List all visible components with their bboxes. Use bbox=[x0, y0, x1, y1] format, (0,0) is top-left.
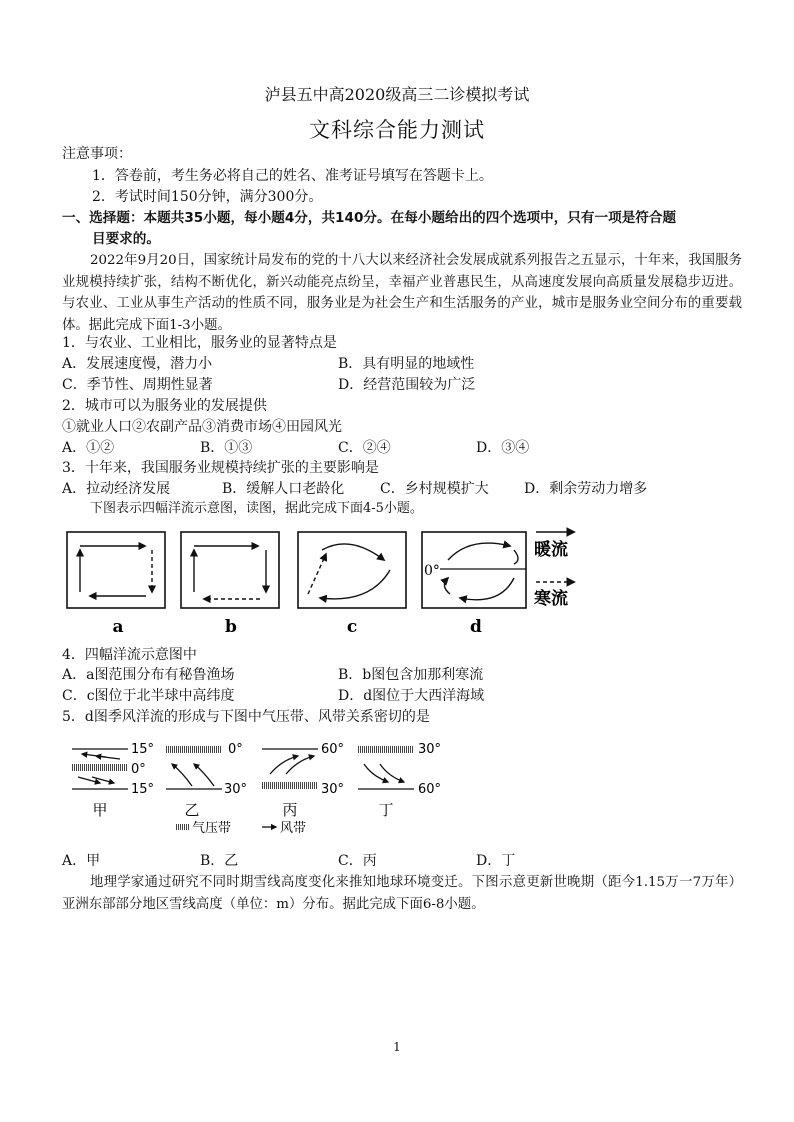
notice-item-2: 2．考试时间150分钟，满分300分。 bbox=[92, 189, 323, 205]
notice-heading: 注意事项： bbox=[62, 146, 132, 162]
question-5-option-a: A．甲 bbox=[62, 853, 101, 869]
question-3-option-d: D．剩余劳动力增多 bbox=[524, 481, 648, 497]
question-5-option-d: D．丁 bbox=[476, 853, 516, 869]
section-heading-line1: 一、选择题：本题共35小题，每小题4分，共140分。在每小题给出的四个选项中，只有一项是符合题 bbox=[62, 210, 677, 226]
belt-diagram-jia bbox=[72, 749, 128, 789]
question-3-option-a: A．拉动经济发展 bbox=[62, 481, 171, 497]
cold-current-legend: 寒流 bbox=[534, 589, 568, 609]
ding-label-30: 30° bbox=[418, 742, 442, 757]
question-1-option-a: A．发展速度慢，潜力小 bbox=[62, 356, 213, 372]
section-heading-line2: 目要求的。 bbox=[92, 231, 160, 247]
question-3-option-c: C．乡村规模扩大 bbox=[380, 481, 489, 497]
wind-belt-legend: 风带 bbox=[280, 821, 307, 836]
question-4-option-d: D．d图位于大西洋海域 bbox=[338, 688, 485, 704]
current-diagram-a bbox=[67, 532, 165, 608]
question-2-option-c: C．②④ bbox=[338, 440, 391, 456]
yi-label-30: 30° bbox=[224, 782, 248, 797]
current-label-c: c bbox=[346, 617, 358, 637]
question-4-option-a: A．a图范围分布有秘鲁渔场 bbox=[62, 667, 235, 683]
current-zero-label: 0° bbox=[424, 563, 440, 579]
question-1-option-d: D．经营范围较为广泛 bbox=[338, 377, 476, 393]
current-diagram-c bbox=[298, 532, 406, 608]
question-2-option-a: A．①② bbox=[62, 440, 115, 456]
question-3-stem: 3．十年来，我国服务业规模持续扩张的主要影响是 bbox=[62, 460, 379, 476]
exam-subject-title: 文科综合能力测试 bbox=[309, 118, 485, 142]
question-4-stem: 4．四幅洋流示意图中 bbox=[62, 647, 197, 663]
belt-diagram-bing bbox=[262, 749, 318, 789]
question-2-stem: 2．城市可以为服务业的发展提供 bbox=[62, 398, 267, 414]
question-4-option-b: B．b图包含加那利寒流 bbox=[338, 667, 484, 683]
warm-current-legend: 暖流 bbox=[534, 540, 568, 560]
bing-name: 丙 bbox=[282, 801, 298, 819]
jia-label-0: 0° bbox=[131, 762, 146, 777]
question-4-option-c: C．c图位于北半球中高纬度 bbox=[62, 688, 235, 704]
current-label-d: d bbox=[470, 617, 482, 637]
passage-2: 下图表示四幅洋流示意图，读图，据此完成下面4-5小题。 bbox=[90, 501, 423, 516]
passage-1: 2022年9月20日，国家统计局发布的党的十八大以来经济社会发展成就系列报告之五显示，十年来，我国服务业规模持续扩张，结构不断优化，新兴动能亮点纷呈，幸福产业普惠民生，从高速度发展向高质量发展稳步迈进。与农业、工业从事生产活动的性质不同，服务业是为社会生产和生活服务的产业，城市是服务业空间分布的重要载体。据此完成下面1-3小题。 bbox=[62, 253, 742, 333]
notice-item-1: 1．答卷前，考生务必将自己的姓名、准考证号填写在答题卡上。 bbox=[92, 168, 493, 184]
question-2-choices: ①就业人口②农副产品③消费市场④田园风光 bbox=[62, 419, 342, 435]
current-label-a: a bbox=[112, 617, 124, 637]
jia-name: 甲 bbox=[92, 801, 108, 819]
question-3-option-b: B．缓解人口老龄化 bbox=[222, 481, 345, 497]
pressure-belt-swatch bbox=[176, 824, 190, 830]
current-label-b: b bbox=[225, 617, 237, 637]
belt-diagram-yi bbox=[166, 746, 222, 789]
yi-label-0: 0° bbox=[228, 742, 243, 757]
question-2-option-d: D．③④ bbox=[476, 440, 530, 456]
ding-label-60: 60° bbox=[418, 782, 442, 797]
question-5-option-c: C．丙 bbox=[338, 853, 377, 869]
question-1-stem: 1．与农业、工业相比，服务业的显著特点是 bbox=[62, 335, 337, 351]
question-5-option-b: B．乙 bbox=[200, 853, 239, 869]
exam-school-title: 泸县五中高2020级高三二诊模拟考试 bbox=[264, 85, 530, 104]
belt-diagram-ding bbox=[358, 746, 414, 789]
question-5-stem: 5．d图季风洋流的形成与下图中气压带、风带关系密切的是 bbox=[62, 709, 430, 725]
passage-3: 地理学家通过研究不同时期雪线高度变化来推知地球环境变迁。下图示意更新世晚期（距今1.15万一7万年）亚洲东部部分地区雪线高度（单位：m）分布。据此完成下面6-8小题。 bbox=[62, 875, 742, 912]
ocean-current-figure bbox=[0, 520, 794, 640]
jia-label-15s: 15° bbox=[131, 782, 155, 797]
question-2-option-b: B．①③ bbox=[200, 440, 253, 456]
bing-label-30: 30° bbox=[321, 782, 345, 797]
question-1-option-b: B．具有明显的地域性 bbox=[338, 356, 475, 372]
question-1-option-c: C．季节性、周期性显著 bbox=[62, 377, 213, 393]
ding-name: 丁 bbox=[378, 801, 394, 819]
page-number: 1 bbox=[393, 1040, 401, 1054]
bing-label-60: 60° bbox=[321, 742, 345, 757]
jia-label-15n: 15° bbox=[131, 742, 155, 757]
pressure-belt-legend: 气压带 bbox=[192, 821, 232, 836]
current-diagram-b bbox=[181, 532, 279, 608]
pressure-wind-belt-figure bbox=[0, 730, 794, 840]
yi-name: 乙 bbox=[184, 801, 200, 819]
